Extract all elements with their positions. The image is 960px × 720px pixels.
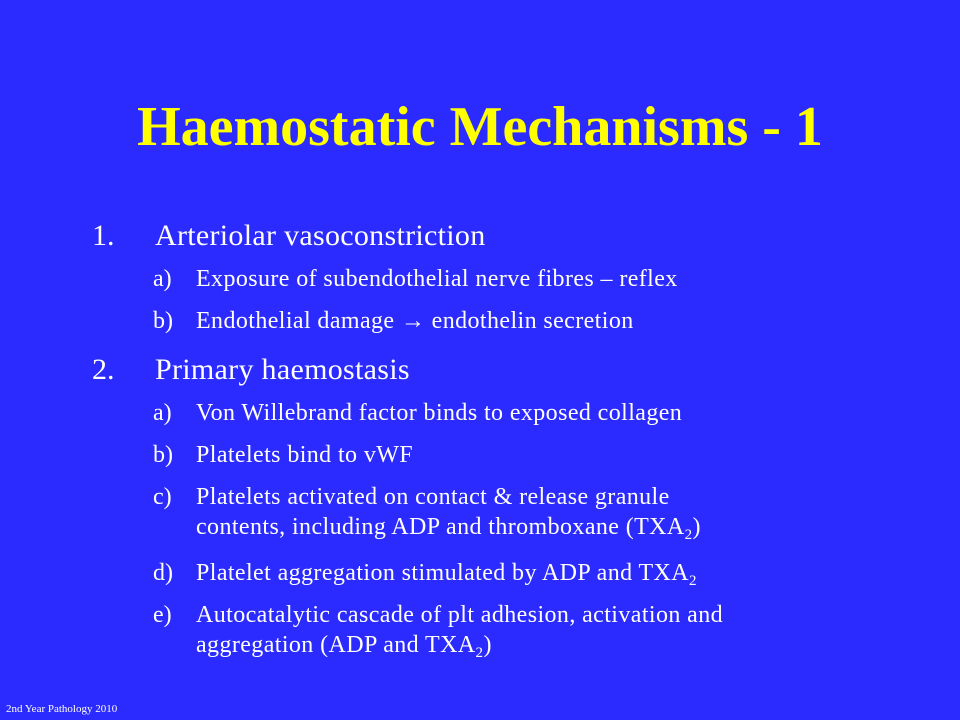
subscript: 2: [689, 573, 697, 589]
point-marker: a): [153, 400, 172, 426]
point-text: [196, 306, 896, 336]
point-text-before: Platelet aggregation stimulated by ADP and TXA: [196, 560, 689, 586]
point-line-2: aggregation (ADP and TXA: [196, 632, 476, 658]
slide-title: Haemostatic Mechanisms - 1: [137, 96, 823, 158]
slide-footer: 2nd Year Pathology 2010: [6, 703, 118, 715]
point-marker: a): [153, 266, 172, 292]
point-marker: b): [153, 442, 173, 468]
point-line-2-end: ): [692, 514, 701, 540]
point-marker: e): [153, 602, 172, 628]
subscript: 2: [684, 527, 693, 543]
point-line-1: Platelets activated on contact & release granule: [196, 484, 670, 510]
arrow-symbol: →: [400, 308, 426, 334]
section-number: 2.: [92, 353, 115, 386]
point-text: [196, 482, 896, 550]
point-line-2-end: ): [483, 632, 492, 658]
point-text: Von Willebrand factor binds to exposed collagen: [196, 400, 683, 426]
point-marker: c): [153, 484, 172, 510]
point-text-before: Endothelial damage: [196, 308, 401, 334]
point-marker: b): [153, 308, 173, 334]
point-text-after: endothelin secretion: [425, 308, 634, 334]
point-line-1: Autocatalytic cascade of plt adhesion, activation and: [196, 602, 724, 628]
point-line-2: contents, including ADP and thromboxane (TXA: [196, 514, 685, 540]
subscript: 2: [475, 645, 484, 661]
section-heading: Primary haemostasis: [155, 353, 410, 386]
point-text: [196, 600, 896, 668]
point-text: Platelets bind to vWF: [196, 442, 414, 468]
point-text: [196, 558, 896, 596]
point-text: Exposure of subendothelial nerve fibres – reflex: [196, 266, 678, 292]
section-heading: Arteriolar vasoconstriction: [155, 219, 486, 252]
point-marker: d): [153, 560, 173, 586]
section-number: 1.: [92, 219, 115, 252]
